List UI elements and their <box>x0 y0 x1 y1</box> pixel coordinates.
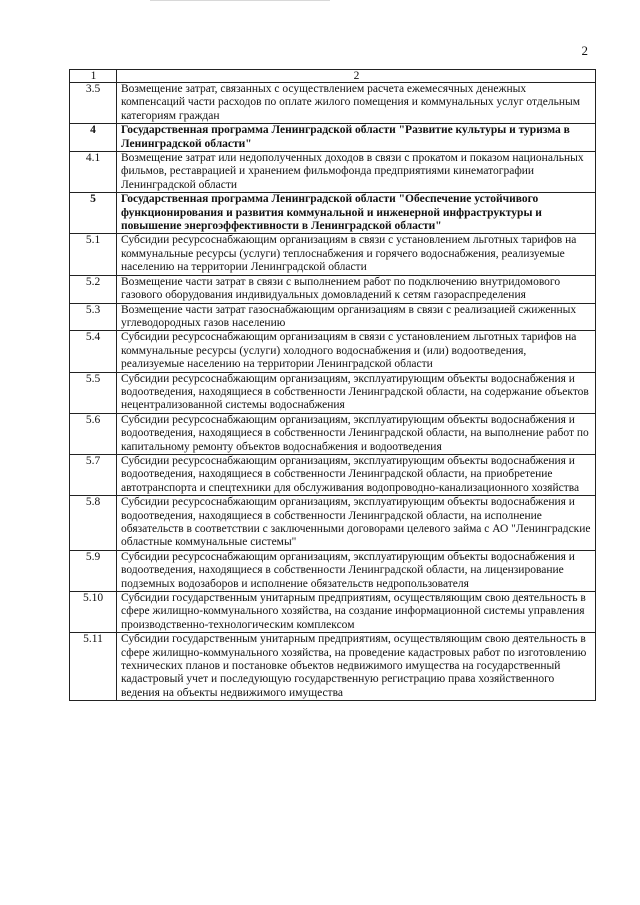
row-description: Возмещение части затрат газоснабжающим организациям в связи с реализацией сжиженных углеводородных газов населению <box>117 303 596 331</box>
row-number: 5 <box>70 193 117 234</box>
row-number: 5.7 <box>70 454 117 495</box>
row-number: 4 <box>70 124 117 152</box>
row-description: Субсидии ресурсоснабжающим организациям, эксплуатирующим объекты водоснабжения и водоотведения, находящиеся в собственности Ленинградской области, на лицензирование подземных водозаборов и исполнение обязательств недропользователя <box>117 550 596 591</box>
row-description: Субсидии ресурсоснабжающим организациям, эксплуатирующим объекты водоснабжения и водоотведения, находящиеся в собственности Ленинградской области, на приобретение автотранспорта и спецтехники для обслуживания водопроводно-канализационного хозяйства <box>117 454 596 495</box>
table-row <box>70 234 596 275</box>
row-number: 5.1 <box>70 234 117 275</box>
row-number: 5.5 <box>70 372 117 413</box>
row-description: Субсидии государственным унитарным предприятиям, осуществляющим свою деятельность в сфере жилищно-коммунального хозяйства, на создание информационной системы управления производственно-технологическим комплексом <box>117 592 596 633</box>
row-description: Субсидии ресурсоснабжающим организациям в связи с установлением льготных тарифов на коммунальные ресурсы (услуги) холодного водоснабжения и (или) водоотведения, реализуемые населению на территории Ленинградской области <box>117 331 596 372</box>
header-col-text: 2 <box>117 70 596 83</box>
row-description: Субсидии ресурсоснабжающим организациям в связи с установлением льготных тарифов на коммунальные ресурсы (услуги) теплоснабжения и горячего водоснабжения, реализуемые населению на территории Ленинградской области <box>117 234 596 275</box>
row-description: Субсидии ресурсоснабжающим организациям, эксплуатирующим объекты водоснабжения и водоотведения, находящиеся в собственности Ленинградской области, на содержание объектов нецентрализованной системы водоснабжения <box>117 372 596 413</box>
table-row <box>70 275 596 303</box>
row-number: 5.2 <box>70 275 117 303</box>
table-row <box>70 83 596 124</box>
table-row <box>70 454 596 495</box>
row-description: Субсидии ресурсоснабжающим организациям, эксплуатирующим объекты водоснабжения и водоотведения, находящиеся в собственности Ленинградской области, на выполнение работ по капитальному ремонту объектов водоснабжения и водоотведения <box>117 413 596 454</box>
table-row <box>70 152 596 193</box>
table-row <box>70 331 596 372</box>
row-description: Государственная программа Ленинградской области "Развитие культуры и туризма в Ленинградской области" <box>117 124 596 152</box>
row-description: Государственная программа Ленинградской области "Обеспечение устойчивого функционирования и развития коммунальной и инженерной инфраструктуры и повышение энергоэффективности в Ленинградской области" <box>117 193 596 234</box>
row-description: Субсидии государственным унитарным предприятиям, осуществляющим свою деятельность в сфере жилищно-коммунального хозяйства, на проведение кадастровых работ по изготовлению технических планов и постановке объектов недвижимого имущества на государственный кадастровый учет и последующую государственную регистрацию права хозяйственного ведения на объекты недвижимого имущества <box>117 633 596 701</box>
table-row <box>70 413 596 454</box>
row-number: 5.8 <box>70 496 117 551</box>
table-row <box>70 633 596 701</box>
row-number: 5.10 <box>70 592 117 633</box>
table-header-row <box>70 70 596 83</box>
row-number: 3.5 <box>70 83 117 124</box>
subsidy-table <box>69 69 596 701</box>
row-number: 5.11 <box>70 633 117 701</box>
page-number: 2 <box>581 43 588 58</box>
row-description: Возмещение части затрат в связи с выполнением работ по подключению внутридомового газового оборудования индивидуальных домовладений к сетям газораспределения <box>117 275 596 303</box>
table-row <box>70 496 596 551</box>
row-number: 5.4 <box>70 331 117 372</box>
table-row <box>70 592 596 633</box>
table-row <box>70 303 596 331</box>
scan-edge-mark <box>150 0 330 1</box>
header-col-number: 1 <box>70 70 117 83</box>
table-row <box>70 372 596 413</box>
table-section-row <box>70 124 596 152</box>
table-section-row <box>70 193 596 234</box>
row-number: 5.3 <box>70 303 117 331</box>
row-number: 5.9 <box>70 550 117 591</box>
row-description: Субсидии ресурсоснабжающим организациям, эксплуатирующим объекты водоснабжения и водоотведения, находящиеся в собственности Ленинградской области, на исполнение обязательств в соответствии с заключенными договорами целевого займа с АО "Ленинградские областные коммунальные системы" <box>117 496 596 551</box>
row-description: Возмещение затрат или недополученных доходов в связи с прокатом и показом национальных фильмов, реставрацией и хранением фильмофонда предприятиями кинематографии Ленинградской области <box>117 152 596 193</box>
row-number: 4.1 <box>70 152 117 193</box>
table-row <box>70 550 596 591</box>
row-number: 5.6 <box>70 413 117 454</box>
row-description: Возмещение затрат, связанных с осуществлением расчета ежемесячных денежных компенсаций части расходов по оплате жилого помещения и коммунальных услуг отдельным категориям граждан <box>117 83 596 124</box>
